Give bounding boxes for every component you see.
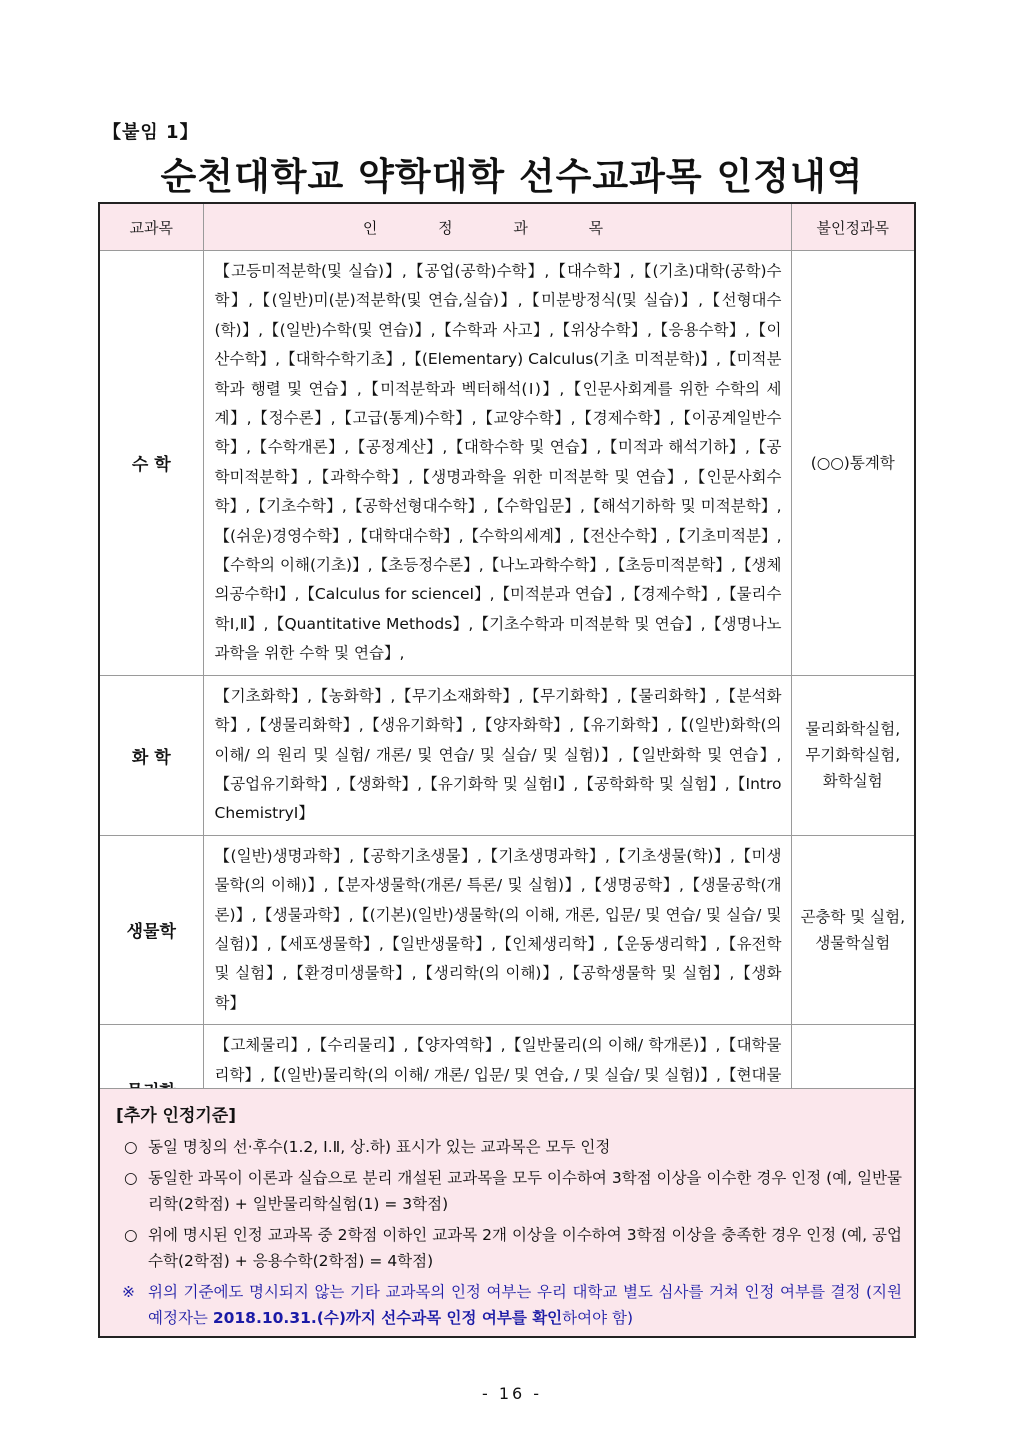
criteria-item [116, 1134, 902, 1160]
recognized-courses-cell: 【(일반)생명과학】,【공학기초생물】,【기초생명과학】,【기초생물(학)】,【미생물학(의 이해)】,【분자생물학(개론/ 특론/ 및 실험)】,【생명공학】,【생물공학(개론)】,【생물과학】,【(기본)(일반)생물학(의 이해, 개론, 입문/ 및 연습/ 및 실습/ 및 실험)】,【세포생물학】,【일반생물학】,【인체생리학】,【운동생리학】,【유전학 및 실험】,【환경미생물학】,【생리학(의 이해)】,【공학생물학 및 실험】,【생화학】 [203, 835, 791, 1024]
not-recognized-cell: 곤충학 및 실험, 생물학실험 [791, 835, 914, 1024]
header-recognized: 인 정 과 목 [203, 204, 791, 251]
not-recognized-cell: (○○)통계학 [791, 251, 914, 676]
header-not-recognized: 불인정과목 [791, 204, 914, 251]
recognized-courses-cell: 【고체물리】,【수리물리】,【양자역학】,【일반물리(의 이해/ 학개론)】,【대학물리학】,【(일반)물리학(의 이해/ 개론/ 입문/ 및 연습, / 및 실습/ 및 실험)】,【현대물 [203, 1025, 791, 1156]
table-row-biology [100, 835, 914, 1024]
table-header-row [100, 204, 914, 251]
criteria-item-text: 위에 명시된 인정 교과목 중 2학점 이하인 교과목 2개 이상을 이수하여 3학점 이상을 충족한 경우 인정 (예, 공업수학(2학점) + 응용수학(2학점) = 4학점) [148, 1226, 902, 1270]
circle-bullet-icon: ○ [124, 1169, 138, 1187]
extra-criteria-section [100, 1088, 914, 1336]
criteria-item-text: 동일한 과목이 이론과 실습으로 분리 개설된 교과목을 모두 이수하여 3학점 이상을 이수한 경우 인정 (예, 일반물리학(2학점) + 일반물리학실험(1) = 3학점) [148, 1169, 902, 1213]
circle-bullet-icon: ○ [124, 1138, 138, 1156]
note-deadline-text: 2018.10.31.(수)까지 선수과목 인정 여부를 확인 [212, 1309, 563, 1327]
subject-cell: 화 학 [100, 675, 203, 835]
not-recognized-cell: 물리화학실험, 무기화학실험, 화학실험 [791, 675, 914, 835]
circle-bullet-icon: ○ [124, 1226, 138, 1244]
table-row-chemistry [100, 675, 914, 835]
prerequisite-table-frame [98, 202, 916, 1338]
extra-criteria-title: [추가 인정기준] [116, 1106, 236, 1126]
page-number: - 16 - [481, 1384, 543, 1403]
subject-cell: 생물학 [100, 835, 203, 1024]
criteria-item [116, 1165, 902, 1217]
prerequisite-table [100, 204, 914, 1156]
page-title: 순천대학교 약학대학 선수교과목 인정내역 [160, 155, 864, 198]
reference-mark-icon: ※ [122, 1283, 135, 1301]
attachment-label: 【붙임 1】 [103, 122, 199, 143]
recognized-courses-cell: 【기초화학】,【농화학】,【무기소재화학】,【무기화학】,【물리화학】,【분석화학】,【생물리화학】,【생유기화학】,【양자화학】,【유기화학】,【(일반)화학(의 이해/ 의 원리 및 실험/ 개론/ 및 연습/ 및 실습/ 및 실험)】,【일반화학 및 연습】,【공업유기화학】,【생화학】,【유기화학 및 실험Ⅰ】,【공학화학 및 실험】,【Intro ChemistryⅠ】 [203, 675, 791, 835]
recognized-courses-cell: 【고등미적분학(및 실습)】,【공업(공학)수학】,【대수학】,【(기초)대학(공학)수학】,【(일반)미(분)적분학(및 연습,실습)】,【미분방정식(및 실습)】,【선형대수(학)】,【(일반)수학(및 연습)】,【수학과 사고】,【위상수학】,【응용수학】,【이산수학】,【대학수학기초】,【(Elementary) Calculus(기초 미적분학)】,【미적분학과 행렬 및 연습】,【미적분학과 벡터해석(Ⅰ)】,【인문사회계를 위한 수학의 세계】,【정수론】,【고급(통계)수학】,【교양수학】,【경제수학】,【이공계일반수학】,【수학개론】,【공정계산】,【대학수학 및 연습】,【미적과 해석기하】,【공학미적분학】,【과학수학】,【생명과학을 위한 미적분학 및 연습】,【인문사회수학】,【기초수학】,【공학선형대수학】,【수학입문】,【해석기하학 및 미적분학】,【(쉬운)경영수학】,【대학대수학】,【수학의세계】,【전산수학】,【기초미적분】,【수학의 이해(기초)】,【초등정수론】,【나노과학수학】,【초등미적분학】,【생체의공수학Ⅰ】,【Calculus for scienceⅠ】,【미적분과 연습】,【경제수학】,【물리수학Ⅰ,Ⅱ】,【Quantitative Methods】,【기초수학과 미적분학 및 연습】,【생명나노과학을 위한 수학 및 연습】, [203, 251, 791, 676]
header-subject: 교과목 [100, 204, 203, 251]
criteria-item [116, 1222, 902, 1274]
subject-cell: 수 학 [100, 251, 203, 676]
note-text-after: 하여야 함) [562, 1309, 634, 1327]
note-text-before: 위의 기준에도 명시되지 않는 기타 교과목의 인정 여부는 우리 대학교 별도 심사를 거쳐 인정 여부를 결정 (지원예정자는 [148, 1283, 902, 1327]
criteria-note [116, 1279, 902, 1331]
table-row-math [100, 251, 914, 676]
criteria-item-text: 동일 명칭의 선·후수(1.2, Ⅰ.Ⅱ, 상.하) 표시가 있는 교과목은 모두 인정 [148, 1138, 611, 1156]
